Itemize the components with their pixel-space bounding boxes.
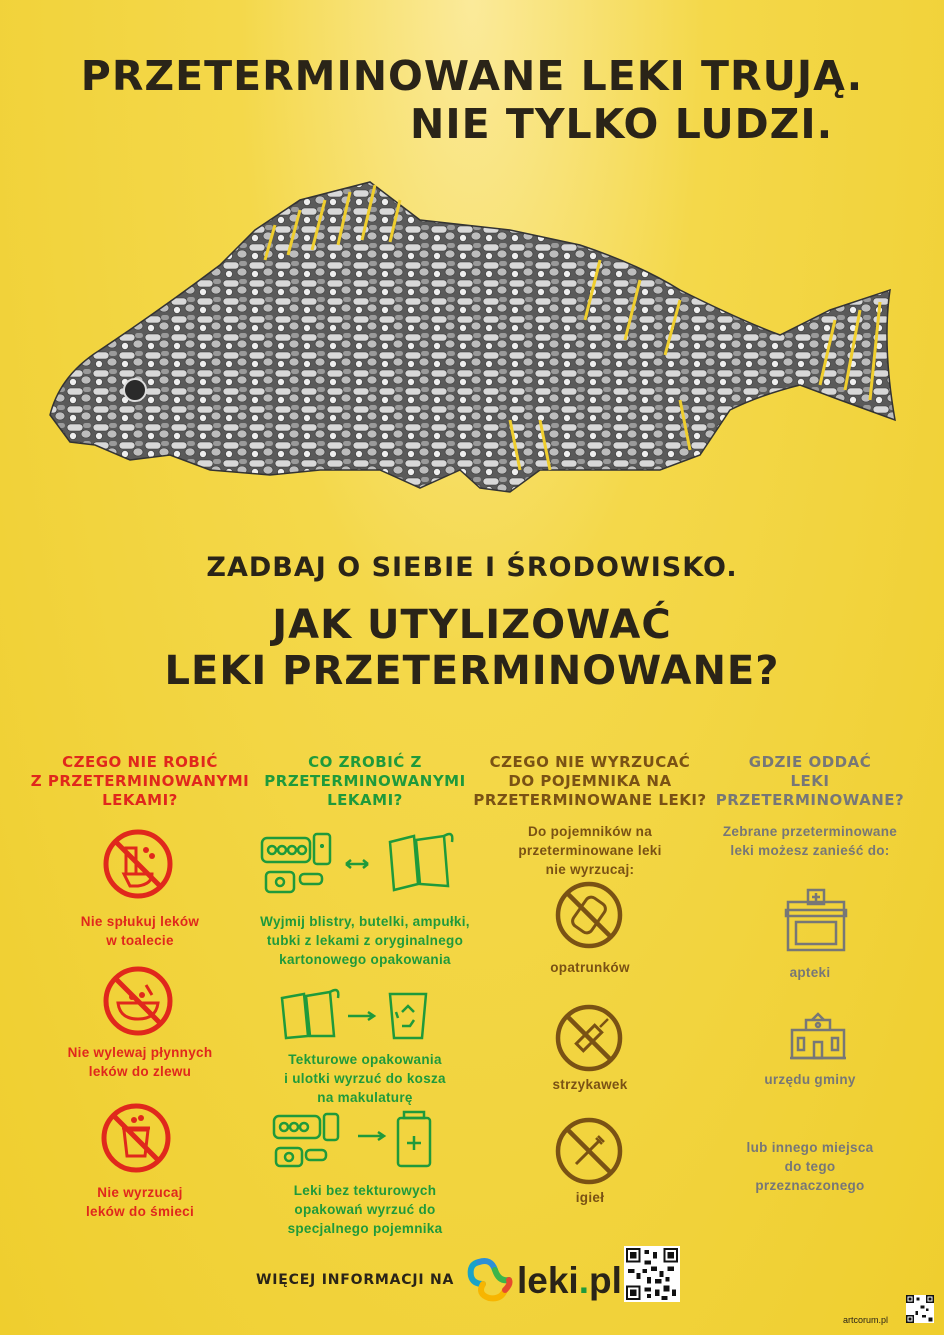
caption-line: Nie wylewaj płynnych — [67, 1045, 213, 1060]
do-title-line: LEKAMI? — [327, 791, 403, 809]
do-item-2 — [245, 1050, 485, 1107]
where-item-town-hall: urzędu gminy — [764, 1072, 856, 1087]
caption-line: opakowań wyrzuć do — [294, 1202, 436, 1217]
dont-item-2 — [15, 1043, 265, 1081]
pharmacy-icon — [784, 888, 848, 954]
dont-item-1 — [15, 912, 265, 950]
do-title-line: PRZETERMINOWANYMI — [264, 772, 466, 790]
logo-text-main: leki — [517, 1260, 579, 1301]
not-in-bin-title-line: PRZETERMINOWANE LEKI? — [473, 791, 707, 809]
more-info-text: WIĘCEJ INFORMACJI NA — [256, 1272, 455, 1288]
caption-line: przeznaczonego — [755, 1178, 865, 1193]
subheadline-line2b: LEKI PRZETERMINOWANE? — [164, 648, 780, 694]
subheadline-line1: ZADBAJ O SIEBIE I ŚRODOWISKO. — [206, 552, 738, 583]
headline-line1: PRZETERMINOWANE LEKI TRUJĄ. — [80, 52, 864, 100]
where-other-place — [690, 1138, 930, 1195]
caption-line: specjalnego pojemnika — [287, 1221, 443, 1236]
no-needle-icon — [554, 1116, 624, 1186]
town-hall-icon — [788, 1012, 848, 1062]
where-title-line: GDZIE ODDAĆ — [748, 753, 872, 771]
caption-line: Nie wyrzucaj — [97, 1185, 183, 1200]
not-in-bin-column-title — [465, 753, 715, 810]
lekipl-logo-text[interactable] — [517, 1260, 622, 1302]
caption-line: przeterminowane leki — [518, 843, 662, 858]
lekipl-logo-icon — [465, 1254, 517, 1304]
not-in-bin-title-line: CZEGO NIE WYRZUCAĆ — [489, 753, 691, 771]
caption-line: Tekturowe opakowania — [288, 1052, 442, 1067]
not-in-bin-item-bandages: opatrunków — [550, 960, 630, 975]
dont-title-line: Z PRZETERMINOWANYMI — [30, 772, 250, 790]
where-intro — [690, 822, 930, 860]
no-trash-icon — [100, 1102, 172, 1174]
not-in-bin-item-syringes: strzykawek — [552, 1077, 628, 1092]
dont-item-3 — [15, 1183, 265, 1221]
do-title-line: CO ZROBIĆ Z — [308, 753, 422, 771]
where-item-pharmacy: apteki — [789, 965, 831, 980]
logo-text-dot: . — [578, 1260, 589, 1301]
caption-line: tubki z lekami z oryginalnego — [266, 933, 464, 948]
caption-line: Do pojemników na — [527, 824, 653, 839]
caption-line: lub innego miejsca — [746, 1140, 874, 1155]
logo-text-tld: pl — [589, 1260, 622, 1301]
qr-code-icon[interactable] — [624, 1246, 680, 1302]
subheadline-line2a: JAK UTYLIZOWAĆ — [272, 602, 672, 648]
caption-line: Leki bez tekturowych — [293, 1183, 437, 1198]
small-qr-code-icon — [906, 1295, 934, 1323]
where-title-line: PRZETERMINOWANE? — [715, 791, 905, 809]
do-item-1 — [245, 912, 485, 969]
caption-line: nie wyrzucaj: — [545, 862, 635, 877]
do-column-title — [245, 753, 485, 810]
not-in-bin-intro — [465, 822, 715, 879]
caption-line: leków do zlewu — [88, 1064, 192, 1079]
special-container-icon — [270, 1108, 450, 1170]
dont-title-line: CZEGO NIE ROBIĆ — [62, 753, 218, 771]
pill-fish-illustration — [40, 170, 910, 510]
unpack-medicines-icon — [258, 828, 458, 898]
paper-recycling-icon — [278, 986, 438, 1042]
caption-line: leków do śmieci — [85, 1204, 195, 1219]
caption-line: Zebrane przeterminowane — [722, 824, 898, 839]
caption-line: i ulotki wyrzuć do kosza — [284, 1071, 446, 1086]
caption-line: Nie spłukuj leków — [80, 914, 200, 929]
credit-text: artcorum.pl — [843, 1315, 889, 1325]
caption-line: kartonowego opakowania — [279, 952, 451, 967]
where-title-line: LEKI — [790, 772, 830, 790]
no-sink-icon — [102, 965, 174, 1037]
caption-line: leki możesz zanieść do: — [730, 843, 890, 858]
caption-line: na makulaturę — [317, 1090, 413, 1105]
no-syringe-icon — [554, 1003, 624, 1073]
subheadline-question — [0, 602, 944, 694]
do-item-3 — [245, 1181, 485, 1238]
no-toilet-icon — [102, 828, 174, 900]
caption-line: w toalecie — [106, 933, 174, 948]
dont-column-title — [15, 753, 265, 810]
headline-line2: NIE TYLKO LUDZI. — [410, 100, 834, 148]
where-column-title — [690, 753, 930, 810]
dont-title-line: LEKAMI? — [102, 791, 178, 809]
caption-line: Wyjmij blistry, butelki, ampułki, — [260, 914, 470, 929]
no-bandage-icon — [554, 880, 624, 950]
not-in-bin-title-line: DO POJEMNIKA NA — [508, 772, 672, 790]
caption-line: do tego — [784, 1159, 836, 1174]
not-in-bin-item-needles: igieł — [575, 1190, 605, 1205]
